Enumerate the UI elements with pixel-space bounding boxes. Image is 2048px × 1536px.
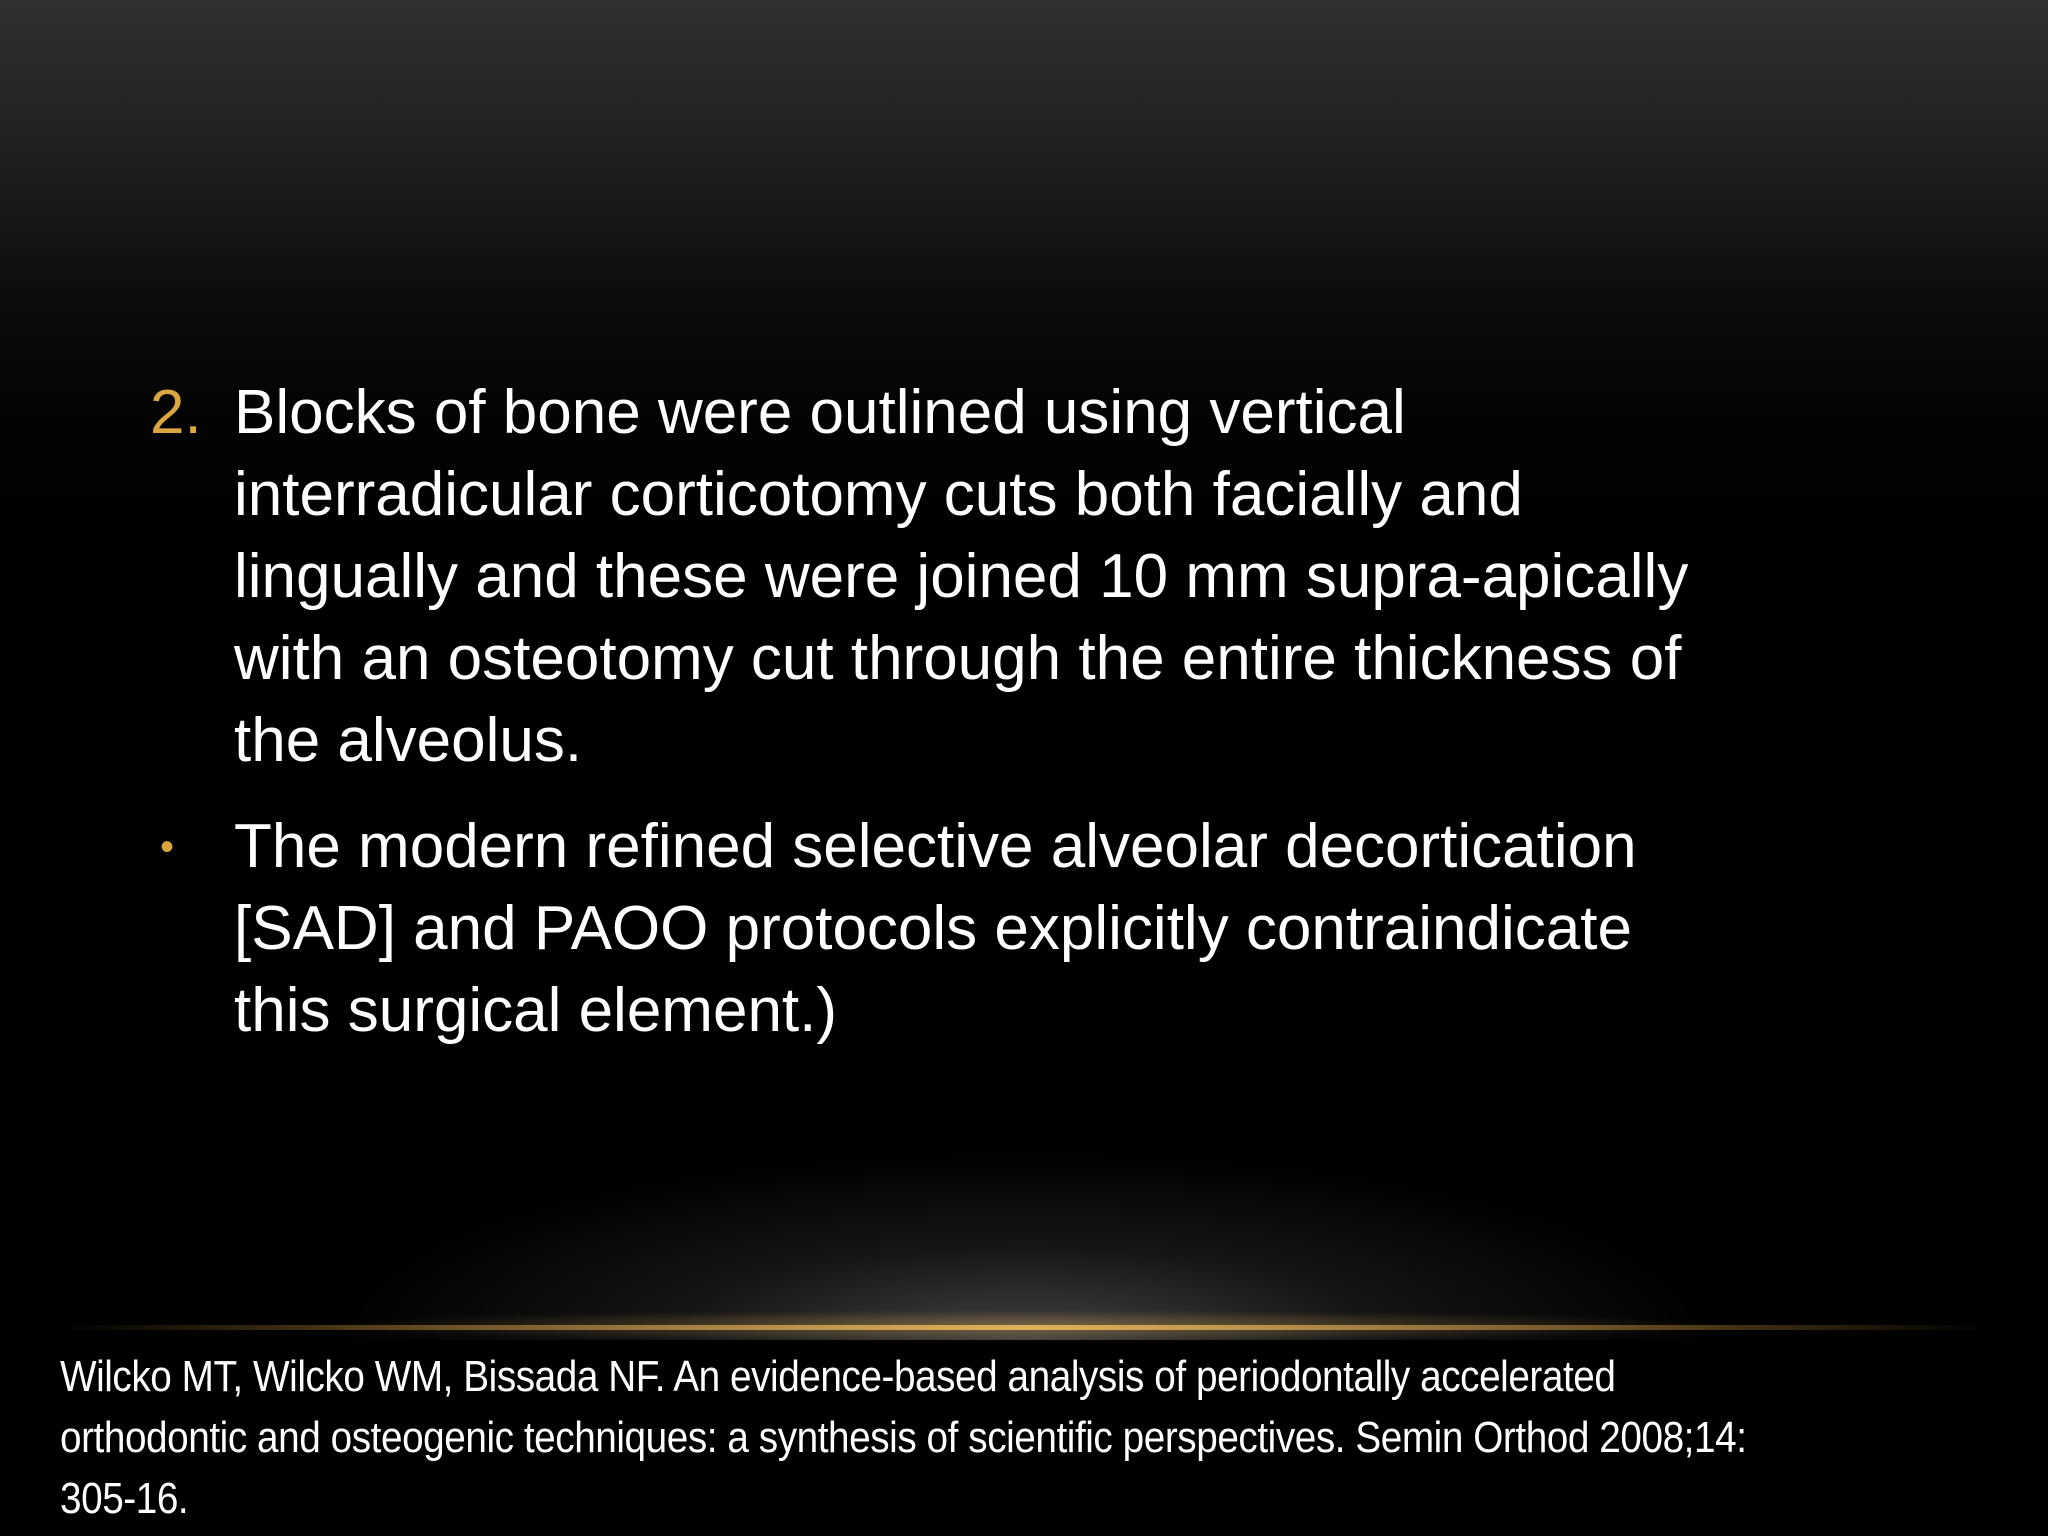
text-line: The modern refined selective alveolar decortication xyxy=(234,812,1637,881)
text-line: [SAD] and PAOO protocols explicitly contraindicate xyxy=(234,894,1632,963)
list-number: 2. xyxy=(150,378,202,447)
list-item-text xyxy=(234,806,1950,1052)
list-item-bullet xyxy=(150,806,1950,1052)
reference-citation xyxy=(60,1346,1776,1529)
reference-line: orthodontic and osteogenic techniques: a synthesis of scientific perspectives. Semin Orthod 2008;14: xyxy=(60,1413,1747,1462)
text-line: with an osteotomy cut through the entire thickness of xyxy=(234,624,1682,693)
list-item-numbered xyxy=(150,372,1950,782)
text-line: interradicular corticotomy cuts both facially and xyxy=(234,460,1523,529)
slide-body xyxy=(150,372,1950,1052)
list-item-text xyxy=(234,372,1950,782)
reference-line: Wilcko MT, Wilcko WM, Bissada NF. An evidence-based analysis of periodontally accelerated xyxy=(60,1352,1616,1401)
gold-divider xyxy=(60,1325,1988,1330)
text-line: lingually and these were joined 10 mm supra-apically xyxy=(234,542,1689,611)
reference-line: 305-16. xyxy=(60,1474,189,1523)
bullet-icon: • xyxy=(160,825,175,869)
text-line: this surgical element.) xyxy=(234,976,838,1045)
text-line: the alveolus. xyxy=(234,706,583,775)
text-line: Blocks of bone were outlined using vertical xyxy=(234,378,1406,447)
